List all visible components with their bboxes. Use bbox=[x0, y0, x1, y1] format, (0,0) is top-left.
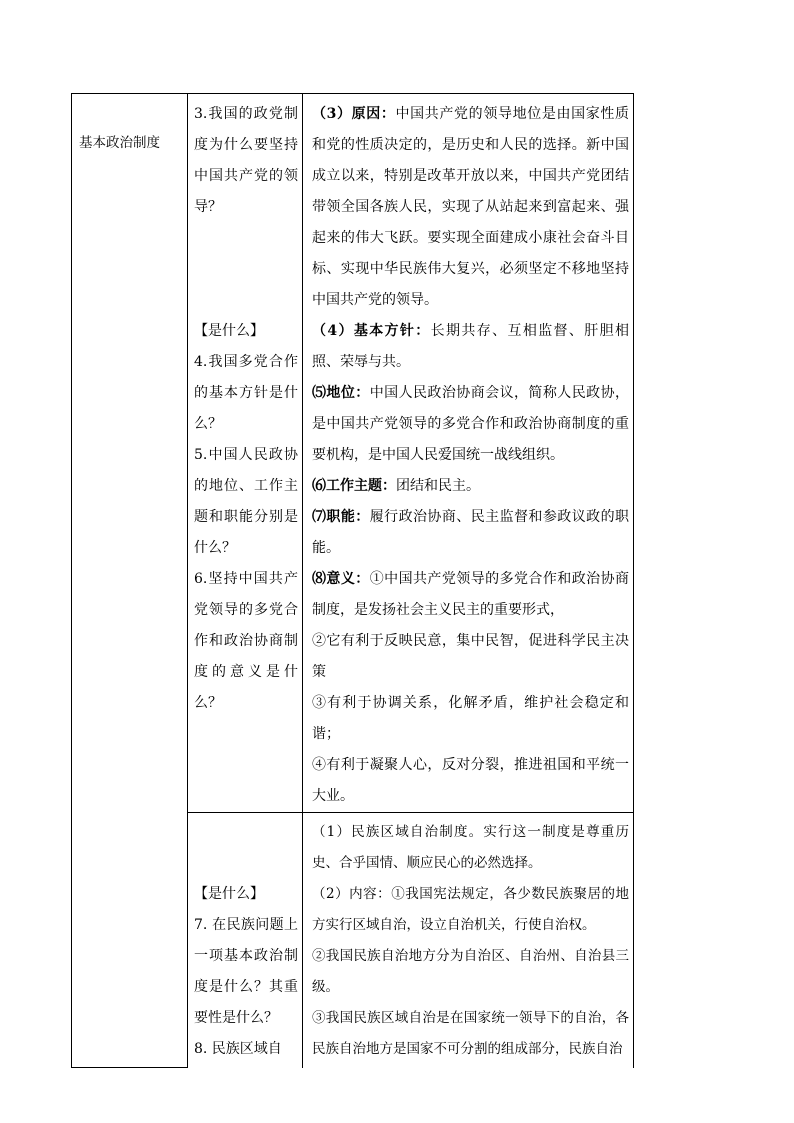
answer-5: ⑸地位：中国人民政治协商会议，简称人民政协，是中国共产党领导的多党合作和政治协商制度的重要机构，是中国人民爱国统一战线组织。 bbox=[312, 385, 630, 463]
question-3: 3.我国的政党制度为什么要坚持中国共产党的领导？ bbox=[194, 106, 298, 215]
answer-3: （3）原因：中国共产党的领导地位是由国家性质和党的性质决定的，是历史和人民的选择。新中国成立以来，特别是改革开放以来，中国共产党团结带领全国各族人民，实现了从站起来到富起来、强起来的伟大飞跃。要实现全面建成小康社会奋斗目标、实现中华民族伟大复兴，必须坚定不移地坚持中国共产党的领导。 bbox=[312, 106, 629, 308]
answer-b2: （2）内容：①我国宪法规定，各少数民族聚居的地方实行区域自治，设立自治机关，行使自治权。 bbox=[312, 886, 629, 933]
answer-6: ⑹工作主题：团结和民主。 bbox=[312, 478, 480, 494]
category-label: 基本政治制度 bbox=[79, 135, 160, 151]
question-cell bbox=[188, 94, 303, 813]
section-label: 【是什么】 bbox=[194, 886, 264, 902]
question-6: 6.坚持中国共产党领导的多党合作和政治协商制度的意义是什么？ bbox=[194, 571, 298, 711]
answer-b4: ③我国民族区域自治是在国家统一领导下的自治，各民族自治地方是国家不可分割的组成部分，民族自治 bbox=[312, 1010, 629, 1057]
answer-b1: （1）民族区域自治制度。实行这一制度是尊重历史、合乎国情、顺应民心的必然选择。 bbox=[312, 824, 629, 871]
answer-cell bbox=[303, 813, 634, 1068]
answer-7: ⑺职能：履行政治协商、民主监督和参政议政的职能。 bbox=[312, 509, 630, 556]
question-4: 4.我国多党合作的基本方针是什么？ bbox=[194, 354, 298, 432]
answer-8-point-3: ③有利于协调关系，化解矛盾，维护社会稳定和谐； bbox=[312, 695, 629, 742]
question-cell bbox=[188, 813, 303, 1068]
category-cell bbox=[72, 94, 188, 1068]
question-8: 8. 民族区域自 bbox=[194, 1041, 282, 1057]
table-row bbox=[72, 94, 634, 813]
answer-8: ⑻意义：①中国共产党领导的多党合作和政治协商制度，是发扬社会主义民主的重要形式， bbox=[312, 571, 630, 618]
question-7: 7. 在民族问题上一项基本政治制度是什么？其重要性是什么？ bbox=[194, 917, 298, 1026]
answer-4: （4）基本方针：长期共存、互相监督、肝胆相照、荣辱与共。 bbox=[312, 323, 630, 370]
section-label: 【是什么】 bbox=[194, 323, 264, 339]
answer-b3: ②我国民族自治地方分为自治区、自治州、自治县三级。 bbox=[312, 948, 629, 995]
question-5: 5.中国人民政协的地位、工作主题和职能分别是什么？ bbox=[194, 447, 298, 556]
answer-8-point-4: ④有利于凝聚人心，反对分裂，推进祖国和平统一大业。 bbox=[312, 757, 629, 804]
content-table bbox=[71, 93, 634, 1068]
answer-8-point-2: ②它有利于反映民意，集中民智，促进科学民主决策 bbox=[312, 633, 629, 680]
answer-cell bbox=[303, 94, 634, 813]
